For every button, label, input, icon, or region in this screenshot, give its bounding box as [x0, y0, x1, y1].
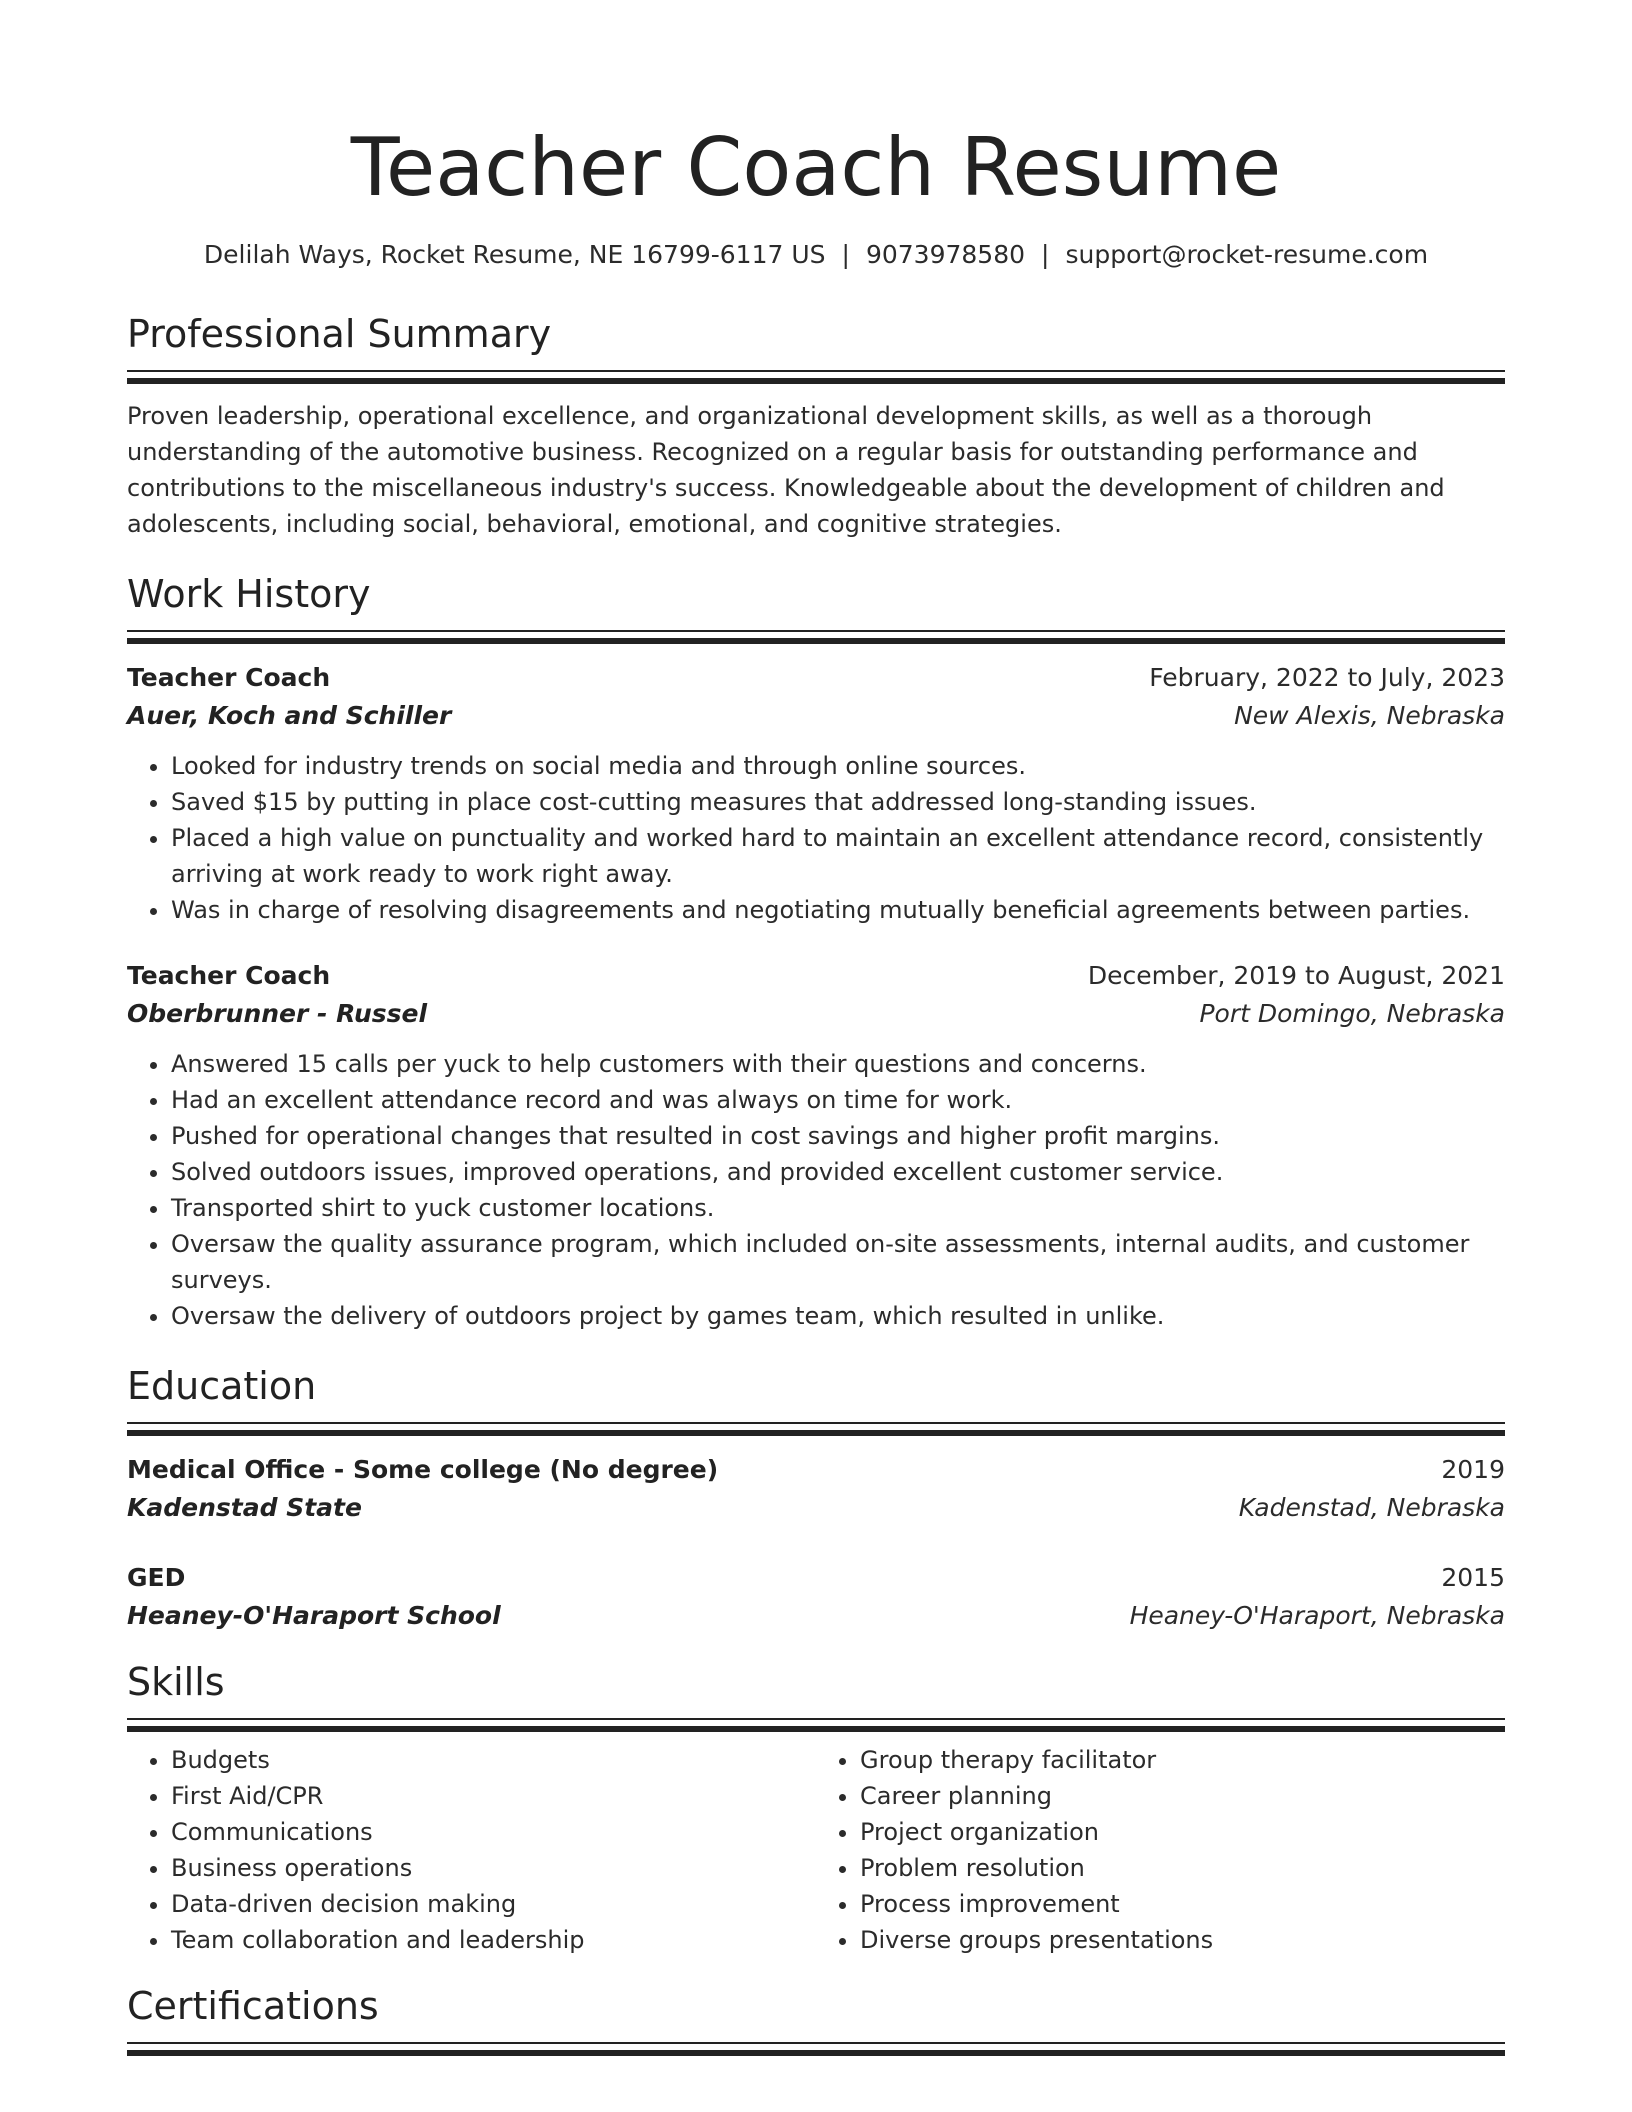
section-divider [127, 370, 1505, 384]
list-item: • Budgets [171, 1742, 816, 1778]
contact-separator: | [841, 240, 850, 269]
list-item: • Had an excellent attendance record and was always on time for work. [171, 1082, 1505, 1118]
list-item: • Looked for industry trends on social media and through online sources. [171, 748, 1505, 784]
job-location: Port Domingo, Nebraska [1199, 999, 1505, 1028]
list-item: • Business operations [171, 1850, 816, 1886]
school-name: Heaney-O'Haraport School [127, 1601, 501, 1630]
degree: Medical Office - Some college (No degree) [127, 1455, 719, 1484]
section-divider [127, 1718, 1505, 1732]
list-item: • Group therapy facilitator [860, 1742, 1505, 1778]
list-item: • Diverse groups presentations [860, 1922, 1505, 1958]
section-heading-skills: Skills [127, 1660, 225, 1704]
graduation-year: 2015 [1441, 1563, 1505, 1592]
job-dates: December, 2019 to August, 2021 [1087, 961, 1505, 990]
education-entry [127, 1560, 1505, 1634]
job-bullets [127, 1046, 1505, 1334]
list-item: • Pushed for operational changes that resulted in cost savings and higher profit margins. [171, 1118, 1505, 1154]
job-dates: February, 2022 to July, 2023 [1149, 663, 1505, 692]
list-item: • Project organization [860, 1814, 1505, 1850]
section-heading-education: Education [127, 1364, 317, 1408]
list-item: • Process improvement [860, 1886, 1505, 1922]
job-company: Oberbrunner - Russel [127, 999, 428, 1028]
list-item: • Problem resolution [860, 1850, 1505, 1886]
contact-address: Delilah Ways, Rocket Resume, NE 16799-6117 US [203, 240, 826, 269]
skills-column-left [127, 1742, 816, 1958]
job-title: Teacher Coach [127, 663, 331, 692]
section-divider [127, 2042, 1505, 2056]
list-item: • Placed a high value on punctuality and worked hard to maintain an excellent attendance record, consistently arriving at work ready to work right away. [171, 820, 1505, 892]
work-section [127, 570, 1505, 1334]
list-item: • Data-driven decision making [171, 1886, 816, 1922]
list-item: • Solved outdoors issues, improved operations, and provided excellent customer service. [171, 1154, 1505, 1190]
list-item: • Transported shirt to yuck customer locations. [171, 1190, 1505, 1226]
education-section [127, 1362, 1505, 1634]
education-entry [127, 1452, 1505, 1526]
skills-list [127, 1742, 1505, 1958]
school-name: Kadenstad State [127, 1493, 362, 1522]
list-item: • Oversaw the quality assurance program, which included on-site assessments, internal audits, and customer surveys. [171, 1226, 1505, 1298]
list-item: • Saved $15 by putting in place cost-cutting measures that addressed long-standing issues. [171, 784, 1505, 820]
skills-column-right [816, 1742, 1505, 1958]
section-heading-work: Work History [127, 572, 371, 616]
contact-phone: 9073978580 [865, 240, 1026, 269]
summary-section [127, 310, 1505, 542]
section-heading-certifications: Certifications [127, 1984, 379, 2028]
job-entry [127, 660, 1505, 928]
school-location: Heaney-O'Haraport, Nebraska [1129, 1601, 1505, 1630]
section-divider [127, 630, 1505, 644]
job-title: Teacher Coach [127, 961, 331, 990]
contact-email: support@rocket-resume.com [1065, 240, 1429, 269]
certifications-section [127, 1982, 1505, 2056]
degree: GED [127, 1563, 186, 1592]
resume-title: Teacher Coach Resume [350, 121, 1282, 214]
list-item: • Answered 15 calls per yuck to help customers with their questions and concerns. [171, 1046, 1505, 1082]
job-entry [127, 958, 1505, 1334]
job-location: New Alexis, Nebraska [1234, 701, 1505, 730]
list-item: • Oversaw the delivery of outdoors project by games team, which resulted in unlike. [171, 1298, 1505, 1334]
skills-section [127, 1658, 1505, 1958]
list-item: • Communications [171, 1814, 816, 1850]
contact-separator: | [1041, 240, 1050, 269]
list-item: • Was in charge of resolving disagreements and negotiating mutually beneficial agreements between parties. [171, 892, 1505, 928]
list-item: • First Aid/CPR [171, 1778, 816, 1814]
section-divider [127, 1422, 1505, 1436]
section-heading-summary: Professional Summary [127, 312, 552, 356]
graduation-year: 2019 [1441, 1455, 1505, 1484]
job-bullets [127, 748, 1505, 928]
summary-text: Proven leadership, operational excellence, and organizational development skills, as well as a thorough understanding of the automotive business. Recognized on a regular basis for outstanding performance and contributions to the miscellaneous industry's success. Knowledgeable about the development of children and adolescents, including social, behavioral, emotional, and cognitive strategies. [127, 402, 1445, 538]
job-company: Auer, Koch and Schiller [127, 701, 452, 730]
contact-line [127, 238, 1505, 272]
list-item: • Career planning [860, 1778, 1505, 1814]
school-location: Kadenstad, Nebraska [1238, 1493, 1505, 1522]
list-item: • Team collaboration and leadership [171, 1922, 816, 1958]
